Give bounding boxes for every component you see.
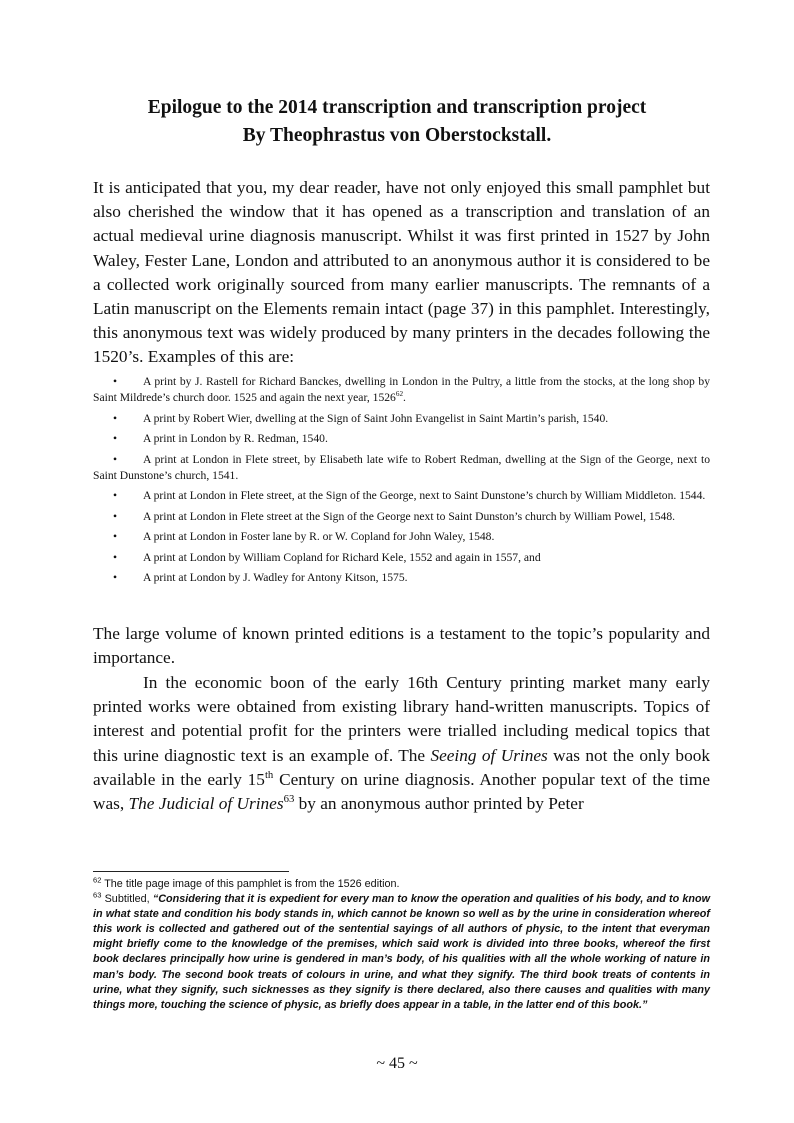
paragraph-intro: It is anticipated that you, my dear reader, have not only enjoyed this small pamphlet but also cherished the window that it has opened as a transcription and translation of an actual medieval urine diagnosis manuscript. Whilst it was first printed in 1527 by John Waley, Fester Lane, London and attributed to an anonymous author it is considered to be a collected work originally sourced from many earlier manuscripts. The remnants of a Latin manuscript on the Elements remain intact (page 37) in this pamphlet. Interestingly, this anonymous text was widely produced by many printers in the decades following the 1520’s. Examples of this are:	[93, 178, 710, 367]
bullet-icon: •	[113, 452, 118, 466]
bullet-icon: •	[113, 375, 118, 388]
list-item-text: A print in London by R. Redman, 1540.	[143, 432, 328, 446]
footnote-62	[93, 877, 710, 892]
list-item-trailing: .	[403, 391, 406, 405]
footnotes	[93, 877, 710, 1013]
list-item	[93, 570, 710, 586]
paragraph-text: by an anonymous author printed by Peter	[294, 794, 584, 814]
paragraph-text: was not the only book available in the early 15	[93, 745, 710, 789]
paragraph-economic-boon	[93, 671, 710, 816]
footnote-text: The title page image of this pamphlet is from the 1526 edition.	[101, 878, 400, 890]
footnote-lead: Subtitled,	[101, 893, 153, 906]
footnote-63	[93, 892, 710, 1013]
list-item	[93, 374, 710, 407]
paragraph-text: Century on urine diagnosis. Another popular text of the time was,	[93, 769, 710, 814]
paragraph-volume: The large volume of known printed editions is a testament to the topic’s popularity and importance.	[93, 624, 710, 668]
list-item-text: A print by Robert Wier, dwelling at the Sign of Saint John Evangelist in Saint Martin’s parish, 1540.	[143, 411, 609, 425]
footnote-number: 62	[93, 875, 102, 885]
bullet-icon: •	[113, 411, 118, 425]
bullet-icon: •	[113, 571, 118, 585]
list-item	[93, 431, 710, 447]
heading-line-1: Epilogue to the 2014 transcription and transcription project	[147, 97, 647, 118]
list-item	[93, 452, 710, 485]
bullet-icon: •	[113, 550, 118, 564]
list-item-text: A print at London in Flete street, at the Sign of the George, next to Saint Dunstone’s church by William Middleton. 1544.	[143, 489, 706, 503]
footnote-ref-63[interactable]: 63	[283, 793, 295, 806]
paragraph-text: In the economic boon of the early 16th Century printing market many early printed works were obtained from existing library hand-written manuscripts. Topics of interest and potential profit for the printers were trialled including medical topics that this urine diagnostic text is an example of. The	[93, 673, 710, 765]
list-item-text: A print at London by J. Wadley for Antony Kitson, 1575.	[143, 571, 408, 585]
list-item-text: A print at London by William Copland for Richard Kele, 1552 and again in 1557, and	[143, 550, 541, 564]
bullet-icon: •	[113, 489, 118, 503]
page-number: ~ 45 ~	[376, 1055, 418, 1072]
list-item-text: A print at London in Foster lane by R. or W. Copland for John Waley, 1548.	[143, 530, 495, 544]
list-item	[93, 488, 710, 504]
footnote-ref-62[interactable]: 62	[395, 390, 404, 399]
list-item	[93, 411, 710, 427]
bullet-icon: •	[113, 509, 118, 523]
list-item-text: A print at London in Flete street at the Sign of the George next to Saint Dunston’s church by William Powel, 1548.	[143, 509, 676, 523]
book-title-judicial-of-urines: The Judicial of Urines	[128, 794, 284, 814]
list-item	[93, 550, 710, 566]
footnote-quote: “Considering that it is expedient for every man to know the operation and qualities of his body, and to know in what state and condition his body stands in, which cannot be known so well as by the urine in consideration whereof this work is collected and gathered out of the sentential sayings of all authors of physic, to the intent that everyman might briefly come to the knowledge of the premises, which said work is divided into three books, whereof the first book declares principally how urine is gendered in man’s body, of his qualities with all the whole working of nature in man’s body. The second book treats of colours in urine, and what they signify. The third book treats of contents in urine, what they signify, such sicknesses as they signify is there declared, also there causes and qualities with many things more, touching the science of physic, as briefly does appear in a table, in the latter end of this book.”	[93, 893, 710, 1011]
footnote-number: 63	[93, 890, 102, 900]
heading-line-2: By Theophrastus von Oberstockstall.	[242, 125, 552, 146]
list-item	[93, 509, 710, 525]
list-item-text: A print at London in Flete street, by Elisabeth late wife to Robert Redman, dwelling at the Sign of the George, next to Saint Dunstone’s church, 1541.	[93, 452, 710, 483]
print-editions-list	[93, 374, 710, 590]
bullet-icon: •	[113, 432, 118, 446]
footnote-divider	[93, 871, 289, 872]
ordinal-suffix: th	[264, 769, 274, 782]
list-item-text: A print by J. Rastell for Richard Banckes, dwelling in London in the Pultry, a little from the stocks, at the long shop by Saint Mildrede’s church door. 1525 and again the next year, 1526	[93, 375, 710, 405]
bullet-icon: •	[113, 530, 118, 544]
list-item	[93, 529, 710, 545]
book-title-seeing-of-urines: Seeing of Urines	[430, 745, 548, 765]
